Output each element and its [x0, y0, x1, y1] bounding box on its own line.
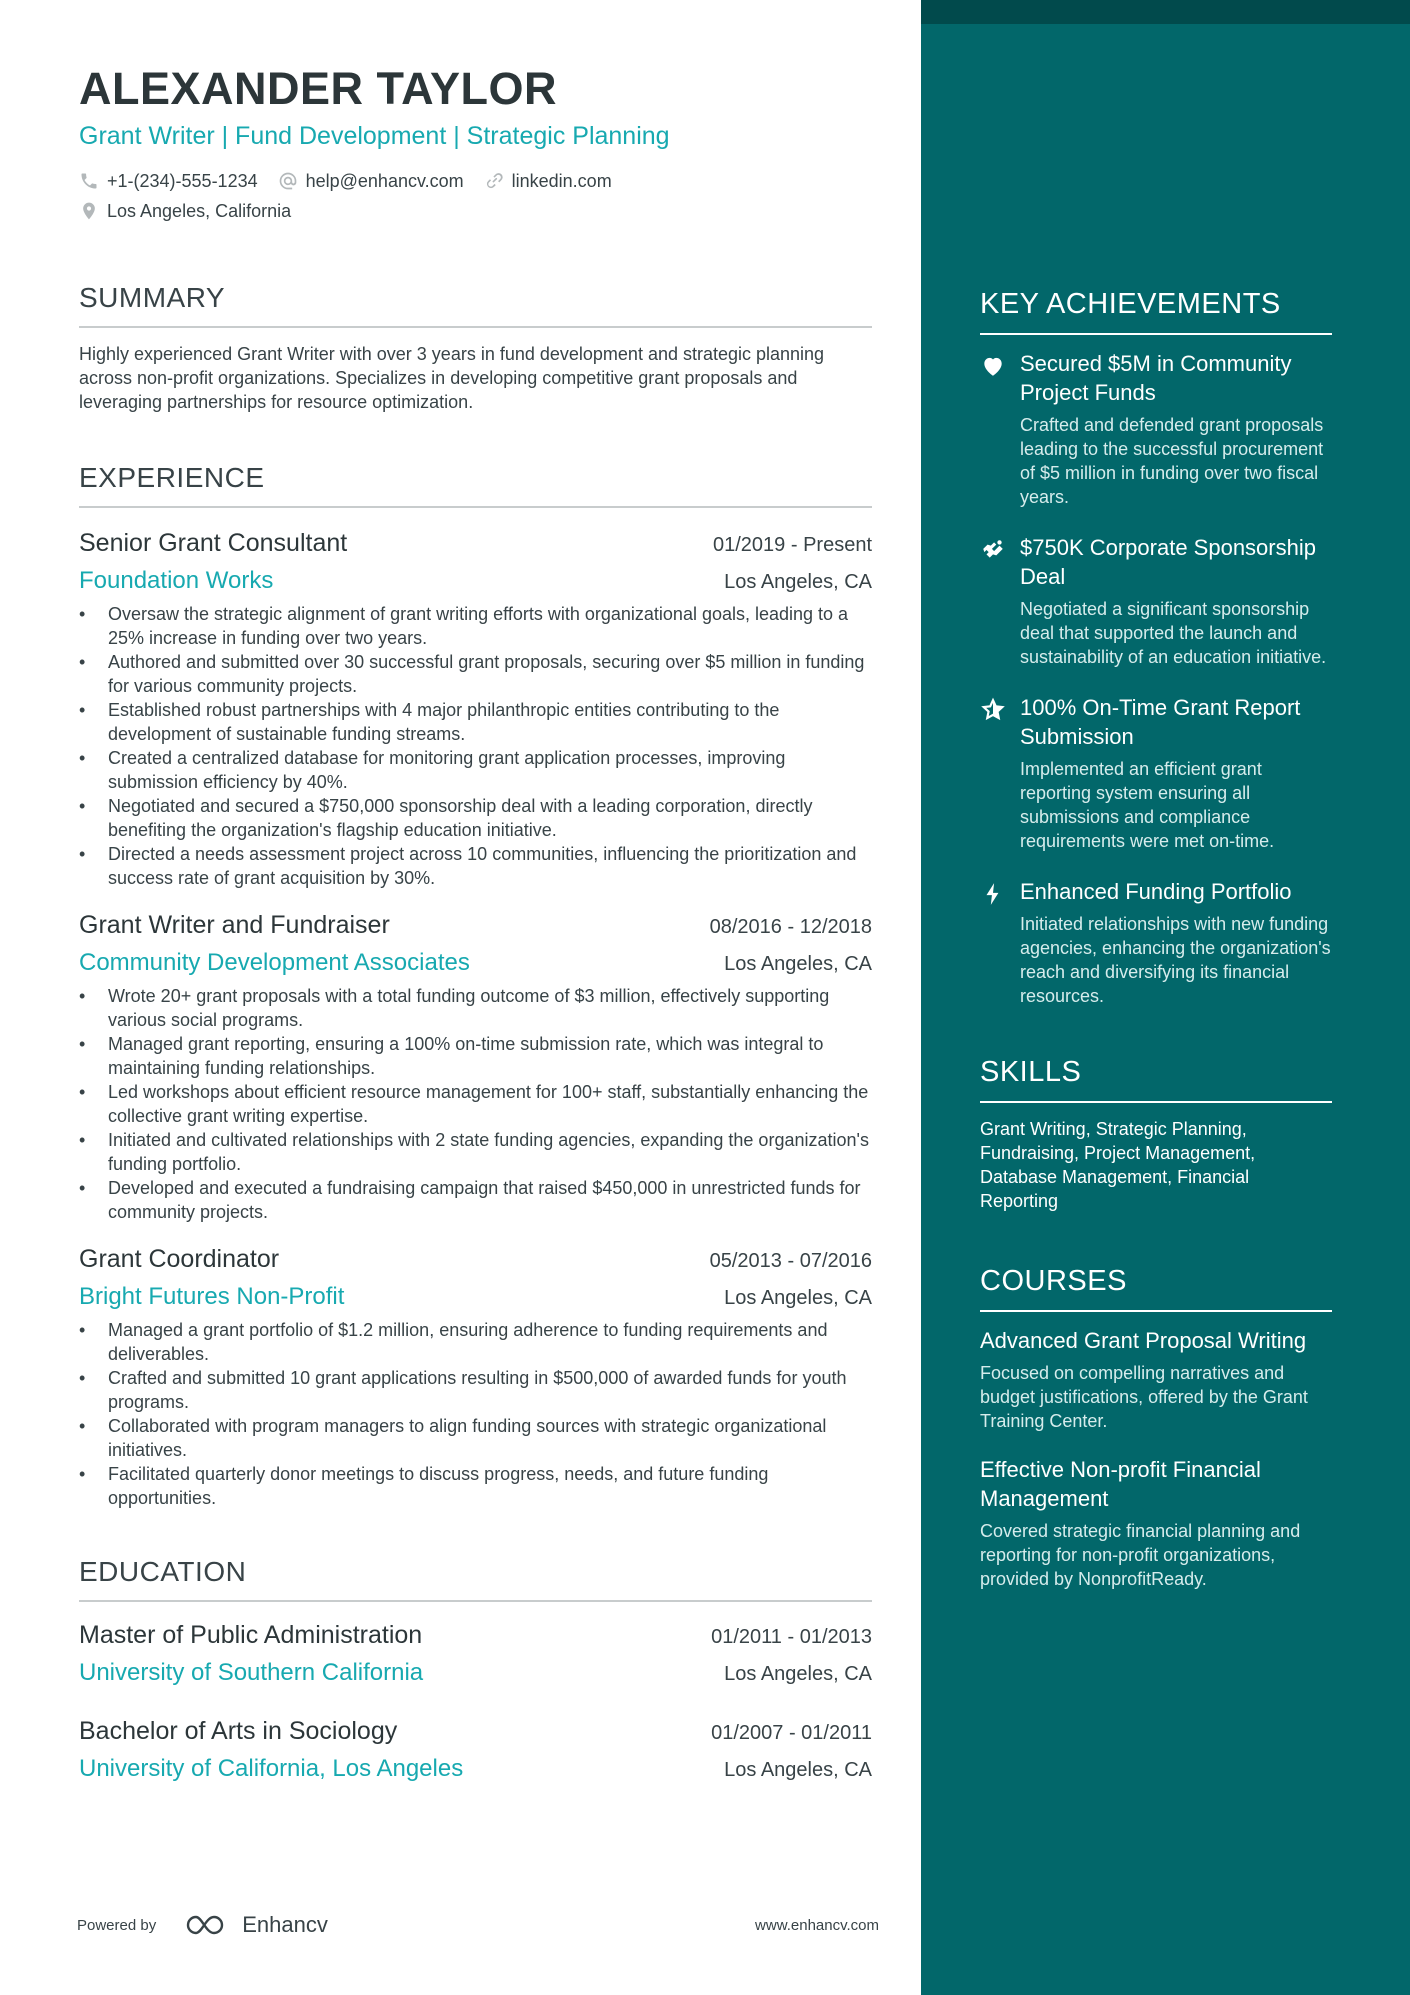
- bullet-item: • Wrote 20+ grant proposals with a total funding outcome of $3 million, effectively supporting various social programs.: [79, 984, 872, 1032]
- job-bullets: [79, 602, 872, 890]
- course-item: [980, 1455, 1332, 1591]
- school: University of California, Los Angeles: [79, 1755, 464, 1782]
- bullet-item: • Initiated and cultivated relationships with 2 state funding agencies, expanding the organization's funding portfolio.: [79, 1128, 872, 1176]
- degree: Master of Public Administration: [79, 1621, 423, 1649]
- job-company: Foundation Works: [79, 567, 274, 594]
- school: University of Southern California: [79, 1659, 424, 1686]
- headline: Grant Writer | Fund Development | Strategic Planning: [79, 122, 670, 150]
- skills-heading: SKILLS: [980, 1056, 1332, 1103]
- achievement-item: [980, 693, 1332, 853]
- job-bullets: [79, 984, 872, 1224]
- bullet-item: • Collaborated with program managers to align funding sources with strategic organizational initiatives.: [79, 1414, 872, 1462]
- main-column: [79, 62, 872, 1788]
- education-dates: 01/2011 - 01/2013: [711, 1626, 872, 1648]
- enhancv-brand: Enhancv: [242, 1912, 328, 1937]
- linkedin-contact[interactable]: [484, 171, 612, 192]
- job-dates: 01/2019 - Present: [713, 534, 872, 556]
- job-company: Community Development Associates: [79, 949, 470, 976]
- job-entry: [79, 906, 872, 1224]
- powered-by-text: Powered by: [77, 1916, 157, 1934]
- handshake-icon: [980, 537, 1006, 563]
- achievement-desc: Crafted and defended grant proposals leading to the successful procurement of $5 million in funding over two fiscal years.: [1020, 415, 1324, 507]
- bullet-item: • Managed grant reporting, ensuring a 100% on-time submission rate, which was integral to maintaining funding relationships.: [79, 1032, 872, 1080]
- achievements-heading: KEY ACHIEVEMENTS: [980, 288, 1332, 335]
- achievement-desc: Initiated relationships with new funding agencies, enhancing the organization's reach and diversifying its financial resources.: [1020, 914, 1331, 1006]
- job-title: Grant Coordinator: [79, 1245, 280, 1273]
- education-section: [79, 1556, 872, 1788]
- degree: Bachelor of Arts in Sociology: [79, 1717, 398, 1745]
- achievement-title: Enhanced Funding Portfolio: [1020, 879, 1292, 904]
- achievement-desc: Negotiated a significant sponsorship deal that supported the launch and sustainability of an education initiative.: [1020, 599, 1327, 667]
- bullet-item: • Created a centralized database for monitoring grant application processes, improving submission efficiency by 40%.: [79, 746, 872, 794]
- education-location: Los Angeles, CA: [724, 1759, 872, 1781]
- bullet-item: • Led workshops about efficient resource management for 100+ staff, substantially enhancing the collective grant writing expertise.: [79, 1080, 872, 1128]
- bullet-item: • Negotiated and secured a $750,000 sponsorship deal with a leading corporation, directly benefiting the organization's flagship education initiative.: [79, 794, 872, 842]
- course-desc: Covered strategic financial planning and reporting for non-profit organizations, provided by NonprofitReady.: [980, 1521, 1301, 1589]
- experience-section: [79, 462, 872, 1510]
- email-text: help@enhancv.com: [305, 170, 464, 191]
- job-entry: [79, 1240, 872, 1510]
- summary-text: Highly experienced Grant Writer with over 3 years in fund development and strategic planning across non-profit organizations. Specializes in developing competitive grant proposals and leveraging partnerships for resource optimization.: [79, 344, 825, 412]
- job-title: Grant Writer and Fundraiser: [79, 911, 390, 939]
- sidebar-top-bar: [921, 0, 1410, 24]
- achievement-item: [980, 349, 1332, 509]
- bullet-item: • Crafted and submitted 10 grant applications resulting in $500,000 of awarded funds for youth programs.: [79, 1366, 872, 1414]
- bullet-item: • Developed and executed a fundraising campaign that raised $450,000 in unrestricted funds for community projects.: [79, 1176, 872, 1224]
- achievement-title: Secured $5M in Community Project Funds: [1020, 351, 1292, 405]
- education-dates: 01/2007 - 01/2011: [711, 1722, 872, 1744]
- bolt-icon: [980, 881, 1006, 907]
- link-icon: [484, 171, 504, 191]
- enhancv-logo[interactable]: [184, 1912, 328, 1938]
- skills-text: Grant Writing, Strategic Planning, Fundraising, Project Management, Database Management, Financial Reporting: [980, 1119, 1256, 1211]
- education-heading: EDUCATION: [79, 1556, 872, 1602]
- achievement-item: [980, 533, 1332, 669]
- job-entry: [79, 524, 872, 890]
- achievement-title: 100% On-Time Grant Report Submission: [1020, 695, 1301, 749]
- location-text: Los Angeles, California: [107, 200, 292, 221]
- achievement-item: [980, 877, 1332, 1008]
- course-desc: Focused on compelling narratives and budget justifications, offered by the Grant Training Center.: [980, 1363, 1308, 1431]
- job-location: Los Angeles, CA: [724, 571, 872, 593]
- bullet-item: • Directed a needs assessment project across 10 communities, influencing the prioritization and success rate of grant acquisition by 30%.: [79, 842, 872, 890]
- bullet-item: • Authored and submitted over 30 successful grant proposals, securing over $5 million in funding for various community projects.: [79, 650, 872, 698]
- phone-icon: [79, 171, 99, 191]
- phone-text: +1-(234)-555-1234: [107, 170, 258, 191]
- job-location: Los Angeles, CA: [724, 1287, 872, 1309]
- summary-heading: SUMMARY: [79, 282, 872, 328]
- bullet-item: • Established robust partnerships with 4 major philanthropic entities contributing to the development of sustainable funding streams.: [79, 698, 872, 746]
- contact-info: [79, 166, 872, 226]
- summary-section: [79, 282, 872, 414]
- skills-section: [980, 1056, 1332, 1213]
- heart-icon: [980, 353, 1006, 379]
- star-icon: [980, 697, 1006, 723]
- courses-section: [980, 1265, 1332, 1591]
- course-title: Effective Non-profit Financial Management: [980, 1457, 1261, 1511]
- courses-heading: COURSES: [980, 1265, 1332, 1312]
- bullet-item: • Managed a grant portfolio of $1.2 million, ensuring adherence to funding requirements and deliverables.: [79, 1318, 872, 1366]
- enhancv-logo-icon: [184, 1913, 230, 1937]
- job-company: Bright Futures Non-Profit: [79, 1283, 345, 1310]
- linkedin-text: linkedin.com: [511, 170, 612, 191]
- education-location: Los Angeles, CA: [724, 1663, 872, 1685]
- achievements-section: [980, 288, 1332, 1008]
- achievement-title: $750K Corporate Sponsorship Deal: [1020, 535, 1316, 589]
- achievement-desc: Implemented an efficient grant reporting system ensuring all submissions and compliance requirements were met on-time.: [1020, 759, 1275, 851]
- bullet-item: • Facilitated quarterly donor meetings to discuss progress, needs, and future funding opportunities.: [79, 1462, 872, 1510]
- footer-url[interactable]: www.enhancv.com: [755, 1916, 879, 1934]
- location-pin-icon: [79, 201, 99, 221]
- course-item: [980, 1326, 1332, 1433]
- phone-contact[interactable]: [79, 171, 258, 192]
- job-dates: 05/2013 - 07/2016: [709, 1250, 872, 1272]
- job-location: Los Angeles, CA: [724, 953, 872, 975]
- education-entry: [79, 1616, 872, 1692]
- candidate-name: ALEXANDER TAYLOR: [79, 63, 558, 114]
- job-dates: 08/2016 - 12/2018: [709, 916, 872, 938]
- sidebar: [921, 0, 1410, 1995]
- email-contact[interactable]: [278, 171, 464, 192]
- education-entry: [79, 1712, 872, 1788]
- job-bullets: [79, 1318, 872, 1510]
- location-contact: [79, 201, 291, 222]
- at-icon: [278, 171, 298, 191]
- experience-heading: EXPERIENCE: [79, 462, 872, 508]
- footer: [77, 1912, 879, 1938]
- bullet-item: • Oversaw the strategic alignment of grant writing efforts with organizational goals, leading to a 25% increase in funding over two years.: [79, 602, 872, 650]
- job-title: Senior Grant Consultant: [79, 529, 348, 557]
- course-title: Advanced Grant Proposal Writing: [980, 1328, 1307, 1353]
